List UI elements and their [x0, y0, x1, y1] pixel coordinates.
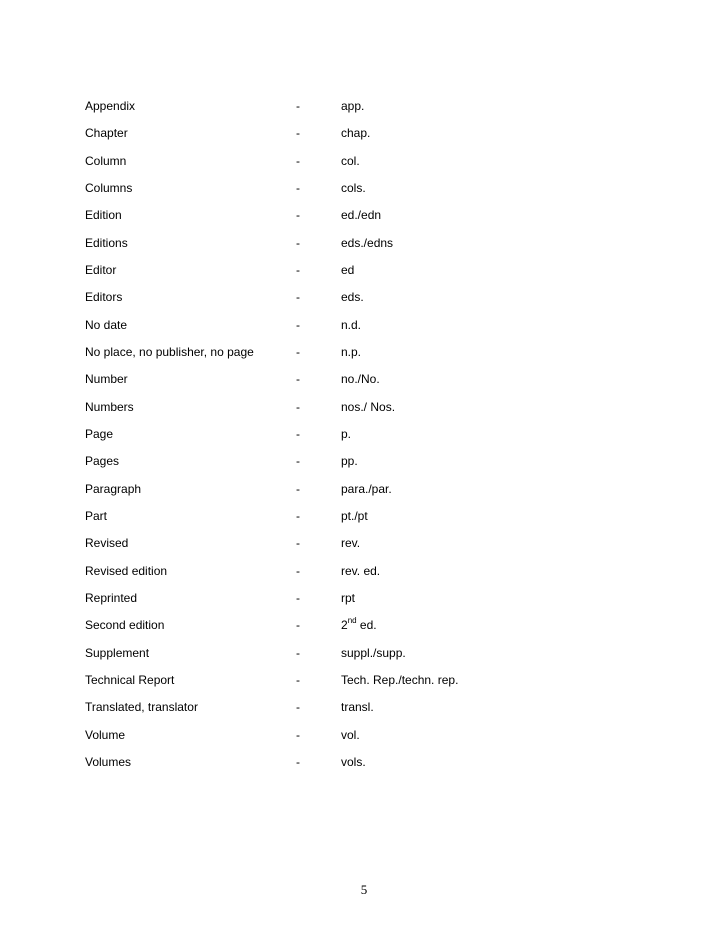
term: No date [85, 317, 128, 332]
term: Part [85, 508, 108, 523]
term: Chapter [85, 126, 128, 141]
term: Pages [85, 454, 120, 469]
abbreviation: app. [341, 99, 365, 113]
abbreviation-row [85, 452, 645, 479]
separator-dash: - [296, 645, 300, 660]
term: Column [85, 153, 127, 168]
abbreviation-row [85, 671, 645, 698]
abbreviation: p. [341, 426, 352, 441]
abbreviation-row [85, 288, 645, 315]
abbreviation-row [85, 370, 645, 397]
abbreviation-row [85, 261, 645, 288]
abbreviation-rest: ed. [356, 618, 377, 633]
separator-dash: - [296, 99, 300, 113]
abbreviation: Tech. Rep./techn. rep. [341, 672, 459, 687]
term: Edition [85, 208, 122, 223]
term: Revised edition [85, 563, 168, 578]
abbreviation-row [85, 726, 645, 753]
term: Volume [85, 727, 126, 742]
separator-dash: - [296, 290, 300, 305]
abbreviation-row [85, 753, 645, 780]
abbreviation: suppl./supp. [341, 645, 406, 660]
separator-dash: - [296, 563, 300, 578]
separator-dash: - [296, 700, 300, 715]
separator-dash: - [296, 317, 300, 332]
separator-dash: - [296, 426, 300, 441]
separator-dash: - [296, 262, 300, 277]
separator-dash: - [296, 618, 300, 633]
abbreviation-row [85, 425, 645, 452]
term: Paragraph [85, 481, 142, 496]
abbreviation: eds./edns [341, 235, 394, 250]
term: Editors [85, 290, 123, 305]
abbreviation-row [85, 534, 645, 561]
term: Number [85, 372, 128, 387]
abbreviation: pt./pt [341, 508, 368, 523]
abbreviation-row [85, 343, 645, 370]
separator-dash: - [296, 399, 300, 414]
abbreviation: chap. [341, 126, 371, 141]
abbreviation-row [85, 616, 645, 643]
separator-dash: - [296, 344, 300, 359]
abbreviation: cols. [341, 180, 366, 195]
abbreviation: transl. [341, 700, 374, 715]
abbreviation-row [85, 316, 645, 343]
separator-dash: - [296, 153, 300, 168]
separator-dash: - [296, 235, 300, 250]
abbreviation: rpt [341, 590, 356, 605]
separator-dash: - [296, 754, 300, 769]
abbreviation: n.d. [341, 317, 362, 332]
abbreviation: col. [341, 153, 360, 168]
abbreviation-row [85, 698, 645, 725]
abbreviation: rev. [341, 536, 361, 551]
separator-dash: - [296, 481, 300, 496]
abbreviation-row [85, 179, 645, 206]
term: Technical Report [85, 672, 175, 687]
abbreviation-row [85, 97, 645, 124]
abbreviation-row [85, 398, 645, 425]
separator-dash: - [296, 590, 300, 605]
term: Volumes [85, 754, 132, 769]
abbreviation: vols. [341, 754, 366, 769]
separator-dash: - [296, 126, 300, 141]
abbreviation: ed./edn [341, 208, 382, 223]
abbreviation: n.p. [341, 344, 362, 359]
term: Page [85, 426, 114, 441]
ordinal-suffix: nd [347, 616, 357, 626]
separator-dash: - [296, 454, 300, 469]
term: Translated, translator [85, 700, 198, 715]
abbreviation-row [85, 562, 645, 589]
abbreviation-row [85, 206, 645, 233]
abbreviation [341, 616, 377, 634]
separator-dash: - [296, 208, 300, 223]
term: Reprinted [85, 590, 138, 605]
term: Revised [85, 536, 129, 551]
abbreviation-row [85, 152, 645, 179]
abbreviation-row [85, 480, 645, 507]
abbreviation: pp. [341, 454, 358, 469]
abbreviation: nos./ Nos. [341, 399, 396, 414]
separator-dash: - [296, 508, 300, 523]
ordinal-number: 2 [341, 618, 348, 633]
abbreviation: no./No. [341, 372, 380, 387]
term: Editor [85, 262, 117, 277]
term: Supplement [85, 645, 150, 660]
abbreviation-row [85, 644, 645, 671]
abbreviation-row [85, 234, 645, 261]
term: Appendix [85, 99, 136, 113]
separator-dash: - [296, 536, 300, 551]
abbreviation-list [85, 97, 645, 780]
abbreviation-row [85, 589, 645, 616]
abbreviation-row [85, 124, 645, 151]
separator-dash: - [296, 672, 300, 687]
abbreviation: eds. [341, 290, 364, 305]
abbreviation-row [85, 507, 645, 534]
term: No place, no publisher, no page [85, 344, 254, 359]
abbreviation: vol. [341, 727, 360, 742]
abbreviation: ed [341, 262, 355, 277]
term: Editions [85, 235, 128, 250]
term: Columns [85, 180, 133, 195]
separator-dash: - [296, 180, 300, 195]
abbreviation: para./par. [341, 481, 392, 496]
separator-dash: - [296, 727, 300, 742]
separator-dash: - [296, 372, 300, 387]
term: Second edition [85, 618, 165, 633]
term: Numbers [85, 399, 134, 414]
page-number: 5 [360, 882, 368, 897]
abbreviation: rev. ed. [341, 563, 381, 578]
